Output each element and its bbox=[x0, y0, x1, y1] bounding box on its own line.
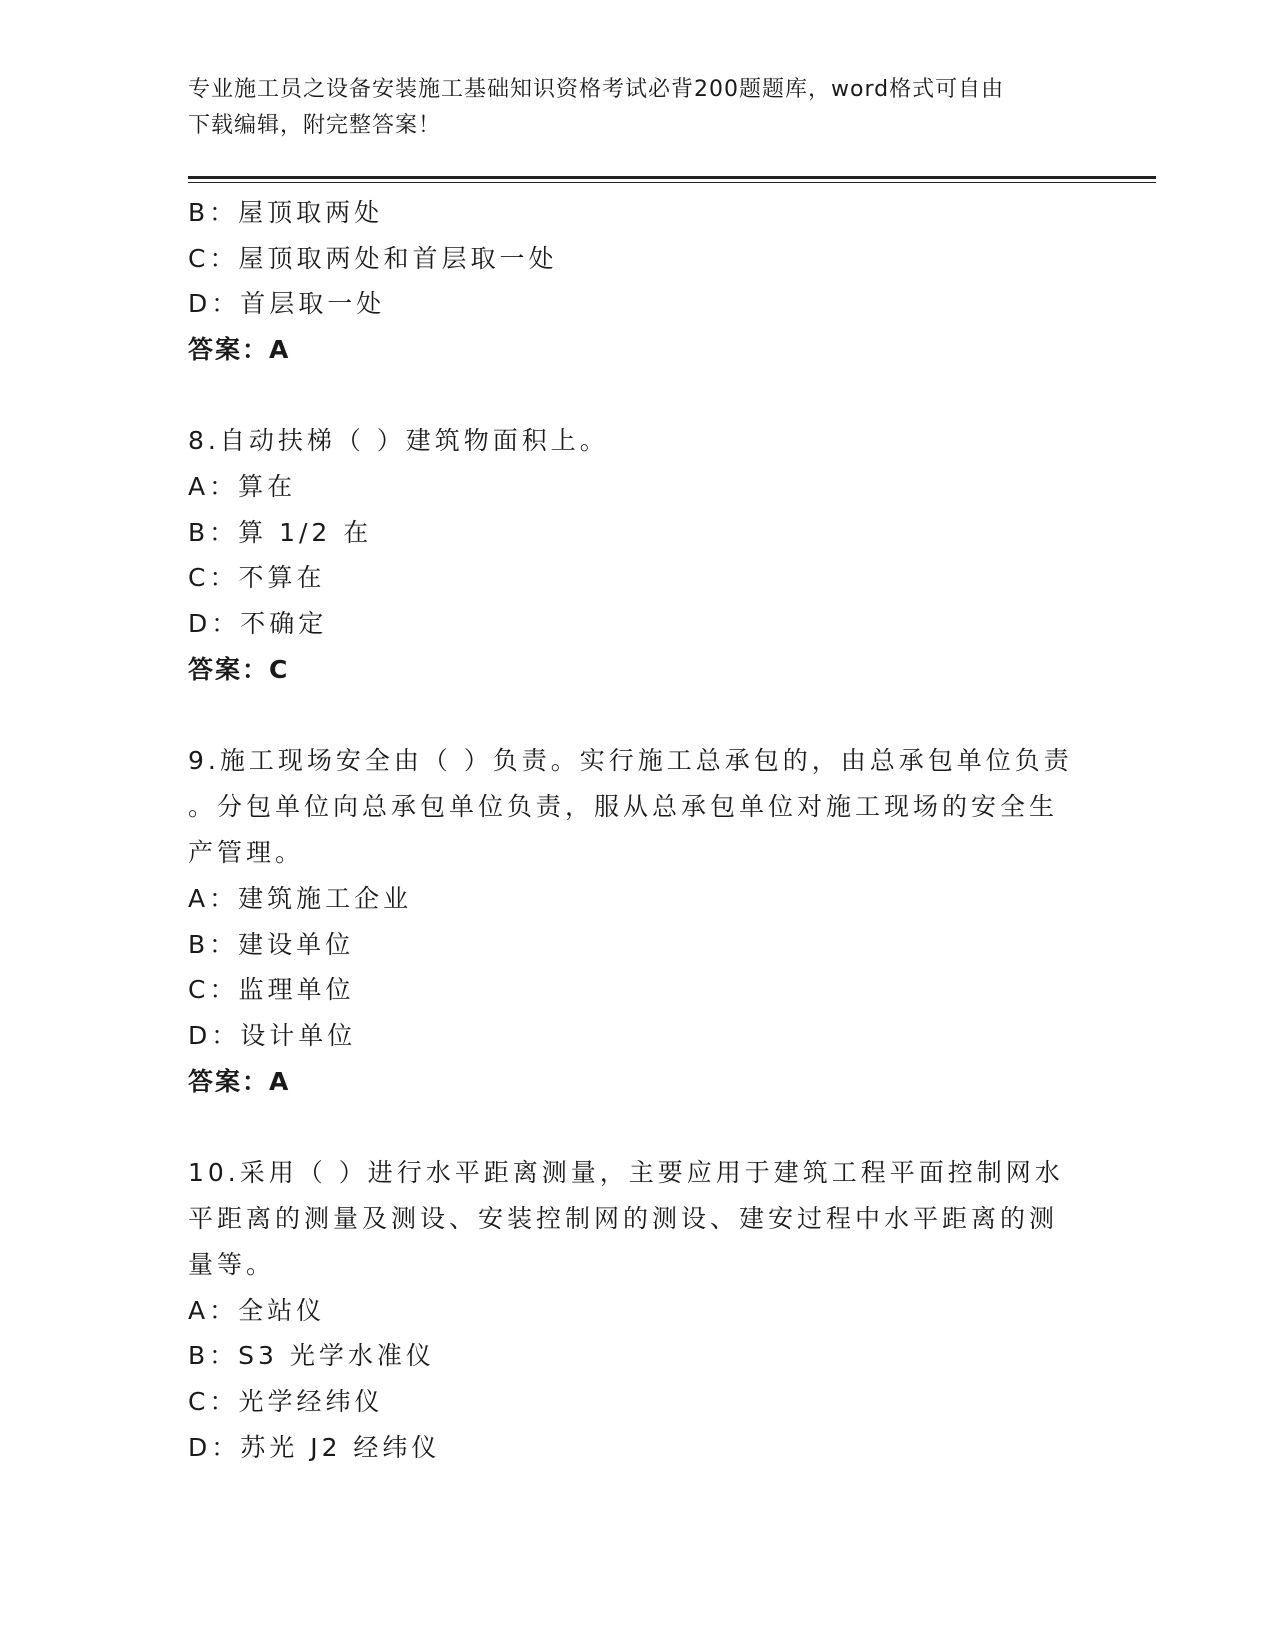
header-divider-thick bbox=[188, 176, 1156, 179]
question-list bbox=[188, 190, 1088, 1470]
option-c: C：监理单位 bbox=[188, 975, 355, 1005]
question-stem-line-1: 9.施工现场安全由（ ）负责。实行施工总承包的，由总承包单位负责 bbox=[188, 745, 1073, 775]
option-c: C：屋顶取两处和首层取一处 bbox=[188, 243, 558, 273]
option-b: B：S3 光学水准仪 bbox=[188, 1341, 435, 1371]
question-9 bbox=[188, 738, 1088, 1105]
header-divider-thin bbox=[188, 182, 1156, 183]
option-d: D：首层取一处 bbox=[188, 289, 386, 319]
spacer bbox=[188, 693, 1088, 738]
spacer bbox=[188, 1105, 1088, 1150]
question-stem-line-3: 产管理。 bbox=[188, 837, 305, 867]
option-b: B：屋顶取两处 bbox=[188, 198, 384, 227]
option-a: A：全站仪 bbox=[188, 1295, 326, 1325]
answer-line: 答案：A bbox=[188, 335, 291, 365]
document-header bbox=[188, 72, 1078, 144]
question-10 bbox=[188, 1150, 1088, 1471]
question-stem-line-2: 。分包单位向总承包单位负责，服从总承包单位对施工现场的安全生 bbox=[188, 791, 1059, 821]
answer-line: 答案：A bbox=[188, 1066, 291, 1096]
option-d: D：设计单位 bbox=[188, 1020, 357, 1050]
option-a: A：建筑施工企业 bbox=[188, 883, 413, 913]
answer-line: 答案：C bbox=[188, 654, 290, 684]
option-b: B：算 1/2 在 bbox=[188, 517, 373, 547]
question-8 bbox=[188, 418, 1088, 693]
question-stem-line-3: 量等。 bbox=[188, 1249, 276, 1279]
spacer bbox=[188, 373, 1088, 418]
question-stem: 8.自动扶梯（ ）建筑物面积上。 bbox=[188, 426, 609, 456]
header-title-line-2: 下载编辑，附完整答案！ bbox=[188, 113, 442, 138]
option-d: D：苏光 J2 经纬仪 bbox=[188, 1432, 441, 1462]
option-c: C：光学经纬仪 bbox=[188, 1386, 384, 1416]
option-c: C：不算在 bbox=[188, 563, 326, 593]
question-stem-line-2: 平距离的测量及测设、安装控制网的测设、建安过程中水平距离的测 bbox=[188, 1203, 1059, 1233]
header-title-line-1: 专业施工员之设备安装施工基础知识资格考试必背200题题库，word格式可自由 bbox=[188, 77, 1005, 102]
option-d: D：不确定 bbox=[188, 609, 328, 639]
option-b: B：建设单位 bbox=[188, 929, 355, 959]
question-7-continued bbox=[188, 190, 1088, 373]
question-stem-line-1: 10.采用（ ）进行水平距离测量，主要应用于建筑工程平面控制网水 bbox=[188, 1157, 1064, 1187]
option-a: A：算在 bbox=[188, 472, 297, 502]
